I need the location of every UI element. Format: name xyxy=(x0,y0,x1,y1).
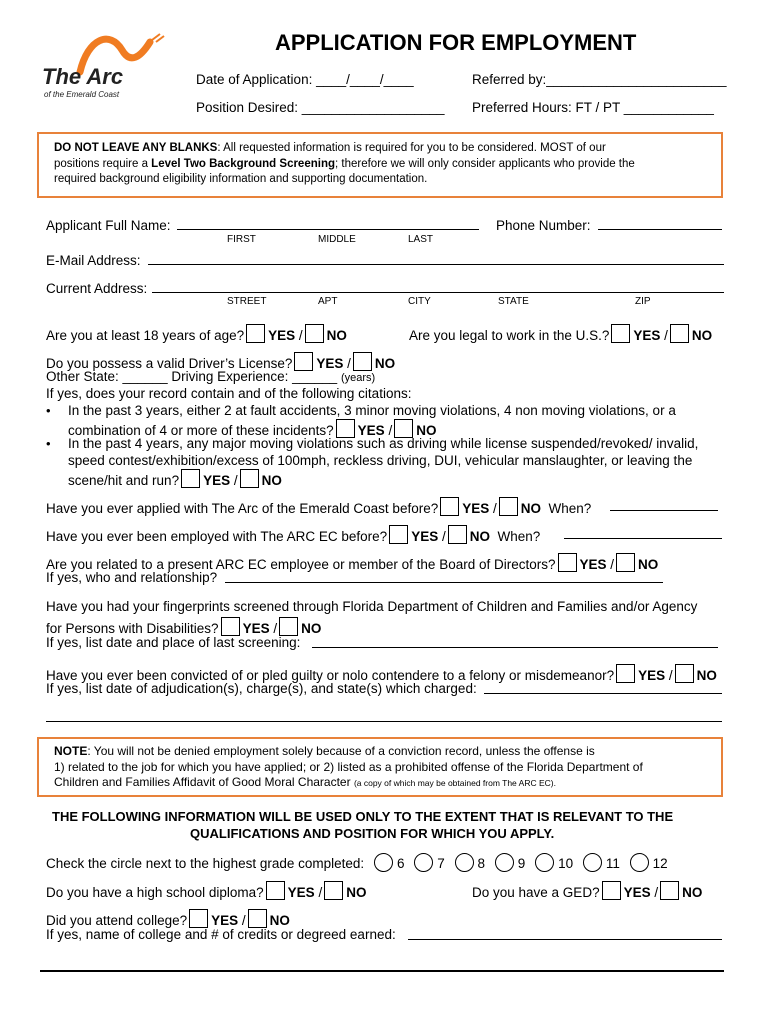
when-label: When? xyxy=(497,529,541,544)
yes-label: YES xyxy=(638,668,666,683)
no-label: NO xyxy=(520,501,542,516)
preferred-hours-field[interactable]: Preferred Hours: FT / PT ____________ xyxy=(472,100,714,115)
position-desired-field[interactable]: Position Desired: ___________________ xyxy=(196,100,445,115)
bullet-icon: • xyxy=(46,436,51,451)
employed-question-text: Have you ever been employed with The ARC EC before? xyxy=(46,529,388,544)
diploma-question xyxy=(46,881,366,901)
yes-label: YES xyxy=(203,473,231,488)
legal-no-checkbox[interactable] xyxy=(670,324,689,343)
note-line2: 1) related to the job for which you have applied; or 2) listed as a prohibited offense of the Florida Department of xyxy=(54,759,643,774)
first-caption: FIRST xyxy=(227,234,256,245)
slash: / xyxy=(298,328,303,343)
no-label: NO xyxy=(416,423,437,438)
grade-9-label: 9 xyxy=(517,856,526,871)
fingerprints-line2 xyxy=(46,617,321,637)
yes-label: YES xyxy=(268,328,296,343)
note-small: (a copy of which may be obtained from The ARC EC). xyxy=(353,778,556,788)
notice-line2a: positions require a xyxy=(54,157,152,170)
education-heading-1: THE FOLLOWING INFORMATION WILL BE USED ONLY TO THE EXTENT THAT IS RELEVANT TO THE xyxy=(52,809,674,824)
employed-before-question xyxy=(46,525,540,545)
citation-1-text: combination of 4 or more of these incidents? xyxy=(68,423,334,438)
adjudication-input[interactable] xyxy=(484,693,722,694)
yes-label: YES xyxy=(287,885,315,900)
grade-row xyxy=(46,853,668,872)
slash: / xyxy=(664,328,668,343)
applied-before-question xyxy=(46,497,591,517)
adjudication-label: If yes, list date of adjudication(s), charge(s), and state(s) which charged: xyxy=(46,681,477,696)
ged-question-text: Do you have a GED? xyxy=(472,885,600,900)
slash: / xyxy=(347,356,351,371)
grade-9-radio[interactable] xyxy=(495,853,514,872)
adjudication-input-2[interactable] xyxy=(46,721,722,722)
citation2-yes-checkbox[interactable] xyxy=(181,469,200,488)
city-caption: CITY xyxy=(408,296,431,307)
grade-label: Check the circle next to the highest grade completed: xyxy=(46,856,365,871)
zip-caption: ZIP xyxy=(635,296,651,307)
slash: / xyxy=(610,557,615,572)
grade-7-radio[interactable] xyxy=(414,853,433,872)
slash: / xyxy=(273,621,278,636)
education-heading-2: QUALIFICATIONS AND POSITION FOR WHICH YOU APPLY. xyxy=(190,826,555,841)
fingerprints-no-checkbox[interactable] xyxy=(279,617,298,636)
applied-no-checkbox[interactable] xyxy=(499,497,518,516)
note-line3: Children and Families Affidavit of Good Moral Character xyxy=(54,775,351,789)
note-line1: : You will not be denied employment solely because of a conviction record, unless the offense is xyxy=(87,744,595,758)
notice-blanks-text xyxy=(54,141,635,188)
yes-label: YES xyxy=(242,621,270,636)
other-state-row xyxy=(46,369,375,386)
grade-8-radio[interactable] xyxy=(455,853,474,872)
notice-bold2: Level Two Background Screening xyxy=(151,157,335,170)
felony-question-text: Have you ever been convicted of or pled guilty or nolo contendere to a felony or misdemeanor? xyxy=(46,668,615,683)
middle-caption: MIDDLE xyxy=(318,234,356,245)
citations-question: If yes, does your record contain and of the following citations: xyxy=(46,386,412,401)
grade-12-label: 12 xyxy=(652,856,668,871)
no-label: NO xyxy=(269,913,290,928)
applied-yes-checkbox[interactable] xyxy=(440,497,459,516)
yes-label: YES xyxy=(462,501,490,516)
other-state-field[interactable]: Other State: ______ Driving Experience: ______ xyxy=(46,369,338,384)
citation-2-line2: speed contest/exhibition/excess of 100mph, reckless driving, DUI, vehicular manslaughter, or leaving the xyxy=(68,453,693,468)
phone-label: Phone Number: xyxy=(496,218,591,233)
notice-bold: DO NOT LEAVE ANY BLANKS xyxy=(54,142,218,154)
fingerprints-text: for Persons with Disabilities? xyxy=(46,621,219,636)
slash: / xyxy=(388,423,393,438)
no-label: NO xyxy=(469,529,490,544)
license-question-text: Do you possess a valid Driver’s License? xyxy=(46,356,293,371)
age-question-text: Are you at least 18 years of age? xyxy=(46,328,245,343)
logo-name: The Arc xyxy=(42,64,124,89)
grade-10-radio[interactable] xyxy=(535,853,554,872)
no-label: NO xyxy=(638,557,659,572)
logo-subtitle: of the Emerald Coast xyxy=(44,90,120,99)
applied-when-input[interactable] xyxy=(610,510,718,511)
citation2-no-checkbox[interactable] xyxy=(240,469,259,488)
street-caption: STREET xyxy=(227,296,267,307)
ged-no-checkbox[interactable] xyxy=(660,881,679,900)
related-no-checkbox[interactable] xyxy=(616,553,635,572)
yes-label: YES xyxy=(579,557,607,572)
no-label: NO xyxy=(682,885,703,900)
ged-yes-checkbox[interactable] xyxy=(602,881,621,900)
no-label: NO xyxy=(346,885,367,900)
no-label: NO xyxy=(696,668,717,683)
yes-label: YES xyxy=(357,423,385,438)
employed-yes-checkbox[interactable] xyxy=(389,525,408,544)
no-label: NO xyxy=(326,328,347,343)
legal-question-text: Are you legal to work in the U.S.? xyxy=(409,328,610,343)
college-no-checkbox[interactable] xyxy=(248,909,267,928)
bottom-divider xyxy=(40,970,724,972)
no-label: NO xyxy=(301,621,322,636)
legal-yes-checkbox[interactable] xyxy=(611,324,630,343)
employed-when-input[interactable] xyxy=(564,538,722,539)
referred-by-field[interactable]: Referred by:________________________ xyxy=(472,72,727,87)
screening-label: If yes, list date and place of last screening: xyxy=(46,635,301,650)
email-input[interactable] xyxy=(148,264,724,265)
yes-label: YES xyxy=(411,529,439,544)
employed-no-checkbox[interactable] xyxy=(448,525,467,544)
applied-question-text: Have you ever applied with The Arc of the Emerald Coast before? xyxy=(46,501,439,516)
apt-caption: APT xyxy=(318,296,338,307)
address-input[interactable] xyxy=(152,292,724,293)
fingerprints-line1: Have you had your fingerprints screened through Florida Department of Children and Families and/or Agency xyxy=(46,599,698,614)
yes-label: YES xyxy=(633,328,661,343)
years-caption: (years) xyxy=(340,372,376,384)
when-label: When? xyxy=(548,501,592,516)
college-name-input[interactable] xyxy=(408,939,722,940)
grade-12-radio[interactable] xyxy=(630,853,649,872)
citation-2-line1: In the past 4 years, any major moving violations such as driving while license suspended/revoked/ invalid, xyxy=(68,436,699,451)
slash: / xyxy=(318,885,323,900)
notice-line3: required background eligibility information and supporting documentation. xyxy=(54,173,428,185)
citation-2-text: scene/hit and run? xyxy=(68,473,180,488)
note-bold: NOTE xyxy=(54,744,88,758)
grade-6-label: 6 xyxy=(396,856,405,871)
legal-question xyxy=(409,324,712,344)
grade-11-radio[interactable] xyxy=(583,853,602,872)
age-no-checkbox[interactable] xyxy=(305,324,324,343)
slash: / xyxy=(241,913,246,928)
fingerprints-yes-checkbox[interactable] xyxy=(221,617,240,636)
related-question-text: Are you related to a present ARC EC employee or member of the Board of Directors? xyxy=(46,557,556,572)
citation-1-line1: In the past 3 years, either 2 at fault accidents, 3 minor moving violations, 4 non moving violations, or a xyxy=(68,403,676,418)
yes-label: YES xyxy=(211,913,239,928)
slash: / xyxy=(493,501,497,516)
note-text xyxy=(54,744,643,792)
phone-input[interactable] xyxy=(598,229,722,230)
notice-line1: : All requested information is required for you to be considered. MOST of our xyxy=(217,142,606,154)
college-question xyxy=(46,909,290,929)
grade-10-label: 10 xyxy=(558,856,574,871)
email-label: E-Mail Address: xyxy=(46,253,141,268)
diploma-no-checkbox[interactable] xyxy=(324,881,343,900)
grade-8-label: 8 xyxy=(477,856,486,871)
diploma-yes-checkbox[interactable] xyxy=(266,881,285,900)
felony-yes-checkbox[interactable] xyxy=(616,664,635,683)
bullet-icon: • xyxy=(46,403,51,418)
college-yes-checkbox[interactable] xyxy=(189,909,208,928)
full-name-input[interactable] xyxy=(177,229,479,230)
relationship-label: If yes, who and relationship? xyxy=(46,570,218,585)
related-yes-checkbox[interactable] xyxy=(558,553,577,572)
logo xyxy=(40,28,170,108)
slash: / xyxy=(441,529,446,544)
college-name-label: If yes, name of college and # of credits or degreed earned: xyxy=(46,927,396,942)
relationship-input[interactable] xyxy=(225,582,663,583)
last-caption: LAST xyxy=(408,234,434,245)
felony-no-checkbox[interactable] xyxy=(675,664,694,683)
full-name-label: Applicant Full Name: xyxy=(46,218,171,233)
grade-7-label: 7 xyxy=(437,856,445,871)
address-label: Current Address: xyxy=(46,281,148,296)
age-question xyxy=(46,324,347,344)
slash: / xyxy=(668,668,673,683)
citation-2-line3 xyxy=(68,469,282,489)
diploma-question-text: Do you have a high school diploma? xyxy=(46,885,264,900)
slash: / xyxy=(233,473,238,488)
slash: / xyxy=(654,885,659,900)
notice-line2b: ; therefore we will only consider applicants who provide the xyxy=(335,157,635,170)
screening-input[interactable] xyxy=(312,647,718,648)
no-label: NO xyxy=(691,328,713,343)
page-title: APPLICATION FOR EMPLOYMENT xyxy=(275,30,637,55)
age-yes-checkbox[interactable] xyxy=(246,324,265,343)
college-question-text: Did you attend college? xyxy=(46,913,188,928)
no-label: NO xyxy=(261,473,282,488)
yes-label: YES xyxy=(316,356,344,371)
grade-11-label: 11 xyxy=(605,856,620,871)
no-label: NO xyxy=(374,356,396,371)
grade-6-radio[interactable] xyxy=(374,853,393,872)
yes-label: YES xyxy=(623,885,651,900)
ged-question xyxy=(472,881,702,901)
date-of-application-field[interactable]: Date of Application: ____/____/____ xyxy=(196,72,414,87)
state-caption: STATE xyxy=(498,296,529,307)
